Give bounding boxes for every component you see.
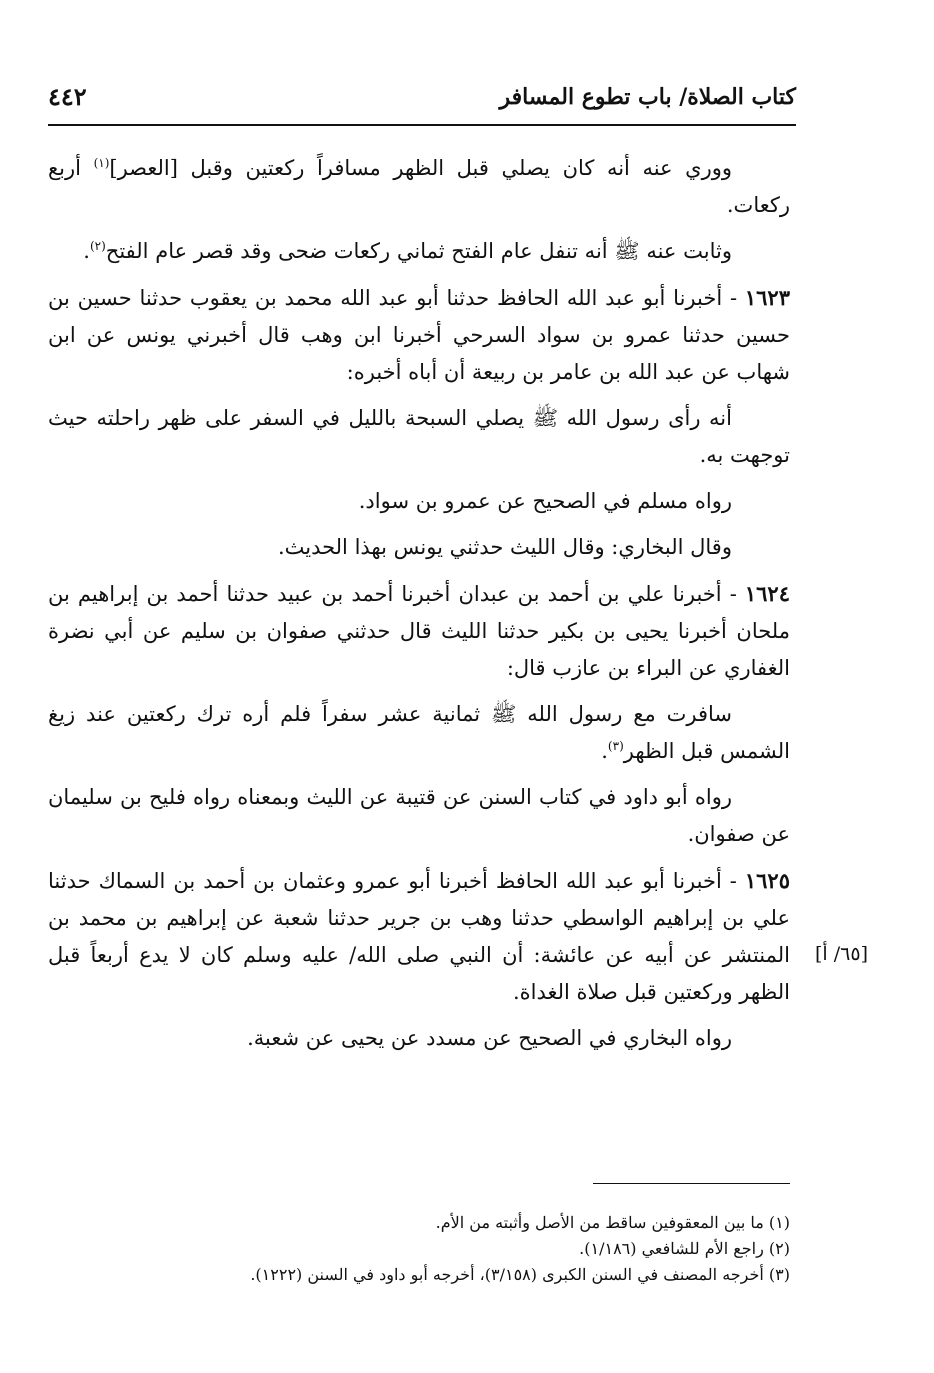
paragraph-5: رواه مسلم في الصحيح عن عمرو بن سواد. (358, 489, 732, 513)
manuscript-folio-note: [٦٥/ أ] (815, 943, 868, 965)
header-rule (48, 124, 796, 126)
footnote-ref-1[interactable]: (١) (93, 156, 110, 170)
paragraph-6: وقال البخاري: وقال الليث حدثني يونس بهذا الحديث. (277, 535, 732, 559)
hadith-number-1625: ١٦٢٥ (744, 868, 790, 893)
hadith-1623 (48, 279, 790, 391)
main-text (48, 150, 868, 1066)
paragraph-8 (48, 696, 790, 770)
footnote-ref-3[interactable]: (٣) (607, 739, 624, 753)
hadith-1625 (48, 862, 790, 1011)
page-number: ٤٤٢ (48, 82, 87, 111)
paragraph-4: أنه رأى رسول الله ﷺ يصلي السبحة بالليل في السفر على ظهر راحلته حيث توجهت به. (48, 406, 790, 467)
paragraph-1-tail: أربع ركعات. (48, 156, 790, 217)
footnote-ref-2[interactable]: (٢) (89, 239, 106, 253)
running-title: كتاب الصلاة/ باب تطوع المسافر (499, 84, 796, 110)
hadith-1625-text: - أخبرنا أبو عبد الله الحافظ أخبرنا أبو عمرو وعثمان بن أحمد بن السماك حدثنا علي بن إبراهيم الواسطي حدثنا وهب بن جرير حدثنا شعبة عن إبراهيم بن محمد بن المنتشر عن أبيه عن عائشة: أن النبي صلى الله/ عليه وسلم كان لا يدع أربعاً قبل الظهر وركعتين قبل صلاة الغداة. (48, 869, 790, 1004)
hadith-number-1623: ١٦٢٣ (744, 285, 790, 310)
footnote-3: (٣) أخرجه المصنف في السنن الكبرى (٣/١٥٨)، أخرجه أبو داود في السنن (١٢٢٢). (250, 1265, 790, 1284)
footnotes (48, 1210, 790, 1288)
paragraph-2-tail: . (83, 239, 90, 263)
paragraph-9: رواه أبو داود في كتاب السنن عن قتيبة عن الليث وبمعناه رواه فليح بن سليمان عن صفوان. (48, 785, 790, 846)
running-header (48, 78, 796, 122)
hadith-1624-text: - أخبرنا علي بن أحمد بن عبدان أخبرنا أحمد بن عبيد حدثنا أحمد بن إبراهيم بن ملحان أخبرنا يحيى بن بكير حدثنا الليث قال حدثني صفوان بن سليم عن أبي نضرة الغفاري عن البراء بن عازب قال: (48, 582, 790, 680)
paragraph-2-text: وثابت عنه ﷺ أنه تنفل عام الفتح ثماني ركعات ضحى وقد قصر عام الفتح (105, 239, 732, 263)
paragraph-2 (48, 233, 790, 270)
footnote-1: (١) ما بين المعقوفين ساقط من الأصل وأثبته من الأم. (435, 1213, 790, 1232)
hadith-1624 (48, 575, 790, 687)
paragraph-8-tail: . (601, 739, 608, 763)
paragraph-8-text: سافرت مع رسول الله ﷺ ثمانية عشر سفراً فلم أره ترك ركعتين عند زيغ الشمس قبل الظهر (48, 702, 790, 763)
paragraph-11: رواه البخاري في الصحيح عن مسدد عن يحيى عن شعبة. (247, 1026, 732, 1050)
footnote-2: (٢) راجع الأم للشافعي (١/١٨٦). (579, 1239, 790, 1258)
hadith-number-1624: ١٦٢٤ (744, 581, 790, 606)
paragraph-1-text: ووري عنه أنه كان يصلي قبل الظهر مسافراً ركعتين وقبل [العصر] (109, 156, 732, 180)
hadith-1623-text: - أخبرنا أبو عبد الله الحافظ حدثنا أبو عبد الله محمد بن يعقوب حدثنا حسين بن حسين حدثنا عمرو بن سواد السرحي أخبرنا ابن وهب قال أخبرني يونس عن ابن شهاب عن عبد الله بن عامر بن ربيعة أن أباه أخبره: (48, 286, 790, 384)
footnote-rule (593, 1183, 790, 1184)
hadith-1625-wrap (48, 862, 868, 1011)
paragraph-1 (48, 150, 790, 224)
